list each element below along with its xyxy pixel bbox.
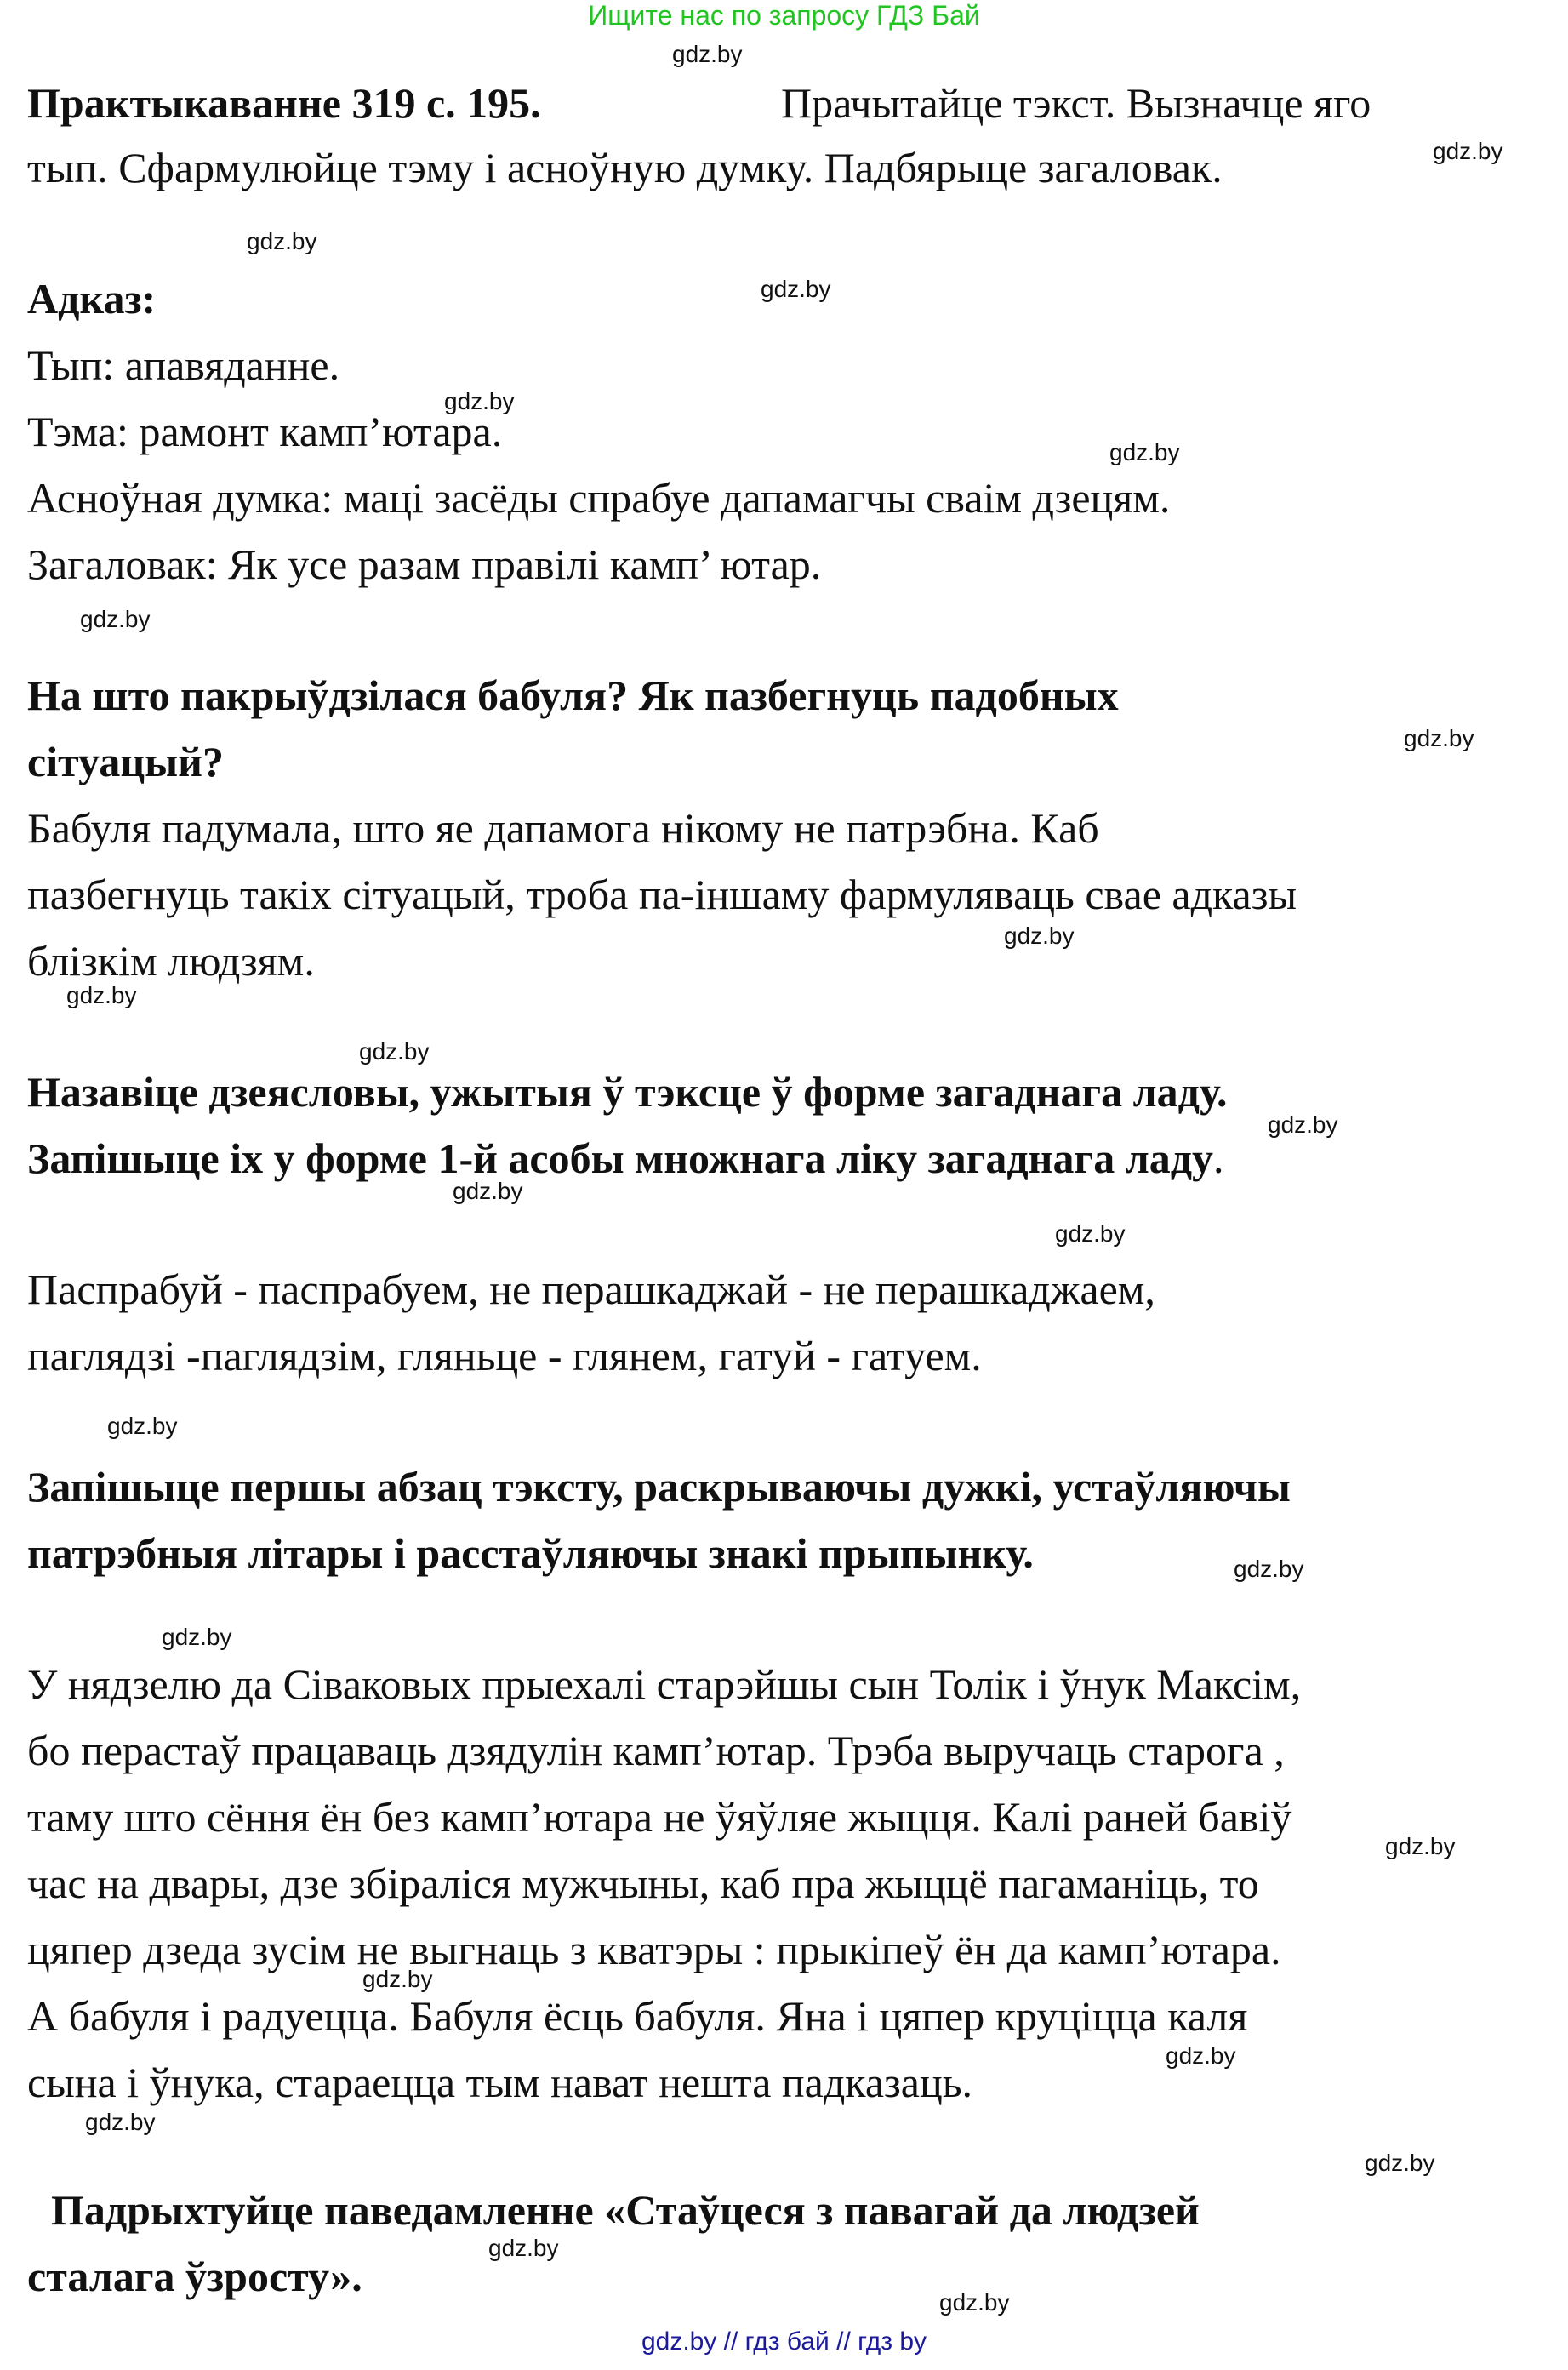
question-4-line-1: Падрыхтуйце паведамленне «Стаўцеся з павагай да людзей	[51, 2186, 1200, 2234]
exercise-task-line-2: тып. Сфармулюйце тэму і асноўную думку. Падбярыце загаловак.	[27, 144, 1223, 191]
watermark: gdz.by	[1166, 2042, 1236, 2069]
paragraph-line-4: час на двары, дзе збіраліся мужчыны, каб пра жыццё пагаманіць, то	[27, 1859, 1259, 1907]
watermark: gdz.by	[359, 1038, 430, 1065]
answer-label: Адказ:	[27, 275, 157, 323]
watermark: gdz.by	[1268, 1111, 1338, 1138]
question-2-line-2	[27, 1134, 1224, 1182]
watermark: gdz.by	[1234, 1556, 1304, 1582]
question-1-line-2: сітуацый?	[27, 738, 224, 785]
paragraph-line-6: А бабуля і радуецца. Бабуля ёсць бабуля. Яна і цяпер круціцца каля	[27, 1992, 1248, 2040]
watermark: gdz.by	[247, 228, 317, 254]
answer-1-line-3: блізкім людзям.	[27, 937, 315, 985]
watermark: gdz.by	[1404, 725, 1474, 751]
watermark: gdz.by	[1365, 2150, 1435, 2176]
question-3-line-1: Запішыце першы абзац тэксту, раскрываючы дужкі, устаўляючы	[27, 1463, 1291, 1511]
answer-type: Тып: апавяданне.	[27, 341, 340, 389]
answer-2-line-1: Паспрабуй - паспрабуем, не перашкаджай - не перашкаджаем,	[27, 1265, 1155, 1313]
question-2-line-2-text: Запішыце іх у форме 1-й асобы множнага ліку загаднага ладу	[27, 1134, 1214, 1182]
answer-main-idea: Асноўная думка: маці засёды спрабуе дапамагчы сваім дзецям.	[27, 474, 1171, 522]
exercise-task-line-1: Прачытайце тэкст. Вызначце яго	[781, 79, 1371, 127]
watermark: gdz.by	[107, 1413, 178, 1439]
watermark: gdz.by	[66, 982, 137, 1008]
question-1-line-1: На што пакрыўдзілася бабуля? Як пазбегнуць падобных	[27, 671, 1119, 719]
question-3-line-2: патрэбныя літары і расстаўляючы знакі прыпынку.	[27, 1529, 1034, 1577]
paragraph-line-7: сына і ўнука, стараецца тым нават нешта падказаць.	[27, 2059, 973, 2106]
watermark: gdz.by	[761, 276, 831, 302]
watermark: gdz.by	[85, 2109, 156, 2135]
paragraph-line-3: таму што сёння ён без камп’ютара не ўяўляе жыцця. Калі раней бавіў	[27, 1793, 1292, 1841]
watermark: gdz.by	[1004, 922, 1075, 949]
answer-heading: Загаловак: Як усе разам правілі камп’ ютар.	[27, 540, 822, 588]
footer-links[interactable]: gdz.by // гдз бай // гдз by	[641, 2327, 927, 2356]
watermark: gdz.by	[1055, 1220, 1126, 1247]
answer-2-line-2: паглядзі -паглядзім, гляньце - глянем, гатуй - гатуем.	[27, 1332, 982, 1379]
paragraph-line-5: цяпер дзеда зусім не выгнаць з кватэры : прыкіпеў ён да камп’ютара.	[27, 1926, 1281, 1973]
exercise-title: Практыкаванне 319 с. 195.	[27, 79, 541, 127]
question-2-line-2-period: .	[1213, 1134, 1224, 1182]
watermark: gdz.by	[488, 2235, 559, 2261]
watermark: gdz.by	[362, 1966, 433, 1992]
watermark: gdz.by	[444, 388, 515, 414]
answer-1-line-2: пазбегнуць такіх сітуацый, троба па-іншаму фармуляваць свае адказы	[27, 871, 1297, 918]
watermark: gdz.by	[1433, 138, 1503, 164]
header-search-link[interactable]: Ищите нас по запросу ГДЗ Бай	[588, 0, 980, 31]
watermark: gdz.by	[453, 1178, 523, 1204]
question-2-line-1: Назавіце дзеясловы, ужытыя ў тэксце ў форме загаднага ладу.	[27, 1068, 1228, 1116]
watermark: gdz.by	[80, 606, 151, 632]
watermark: gdz.by	[939, 2289, 1010, 2316]
watermark: gdz.by	[1385, 1833, 1456, 1859]
answer-1-line-1: Бабуля падумала, што яе дапамога нікому не патрэбна. Каб	[27, 804, 1099, 852]
paragraph-line-1: У нядзелю да Сіваковых прыехалі старэйшы сын Толік і ўнук Максім,	[27, 1660, 1302, 1708]
watermark: gdz.by	[1109, 439, 1180, 465]
answer-theme: Тэма: рамонт камп’ютара.	[27, 408, 503, 455]
watermark: gdz.by	[672, 41, 743, 67]
watermark: gdz.by	[162, 1624, 232, 1650]
question-4-line-2: сталага ўзросту».	[27, 2253, 362, 2300]
paragraph-line-2: бо перастаў працаваць дзядулін камп’ютар. Трэба выручаць старога ,	[27, 1727, 1285, 1774]
